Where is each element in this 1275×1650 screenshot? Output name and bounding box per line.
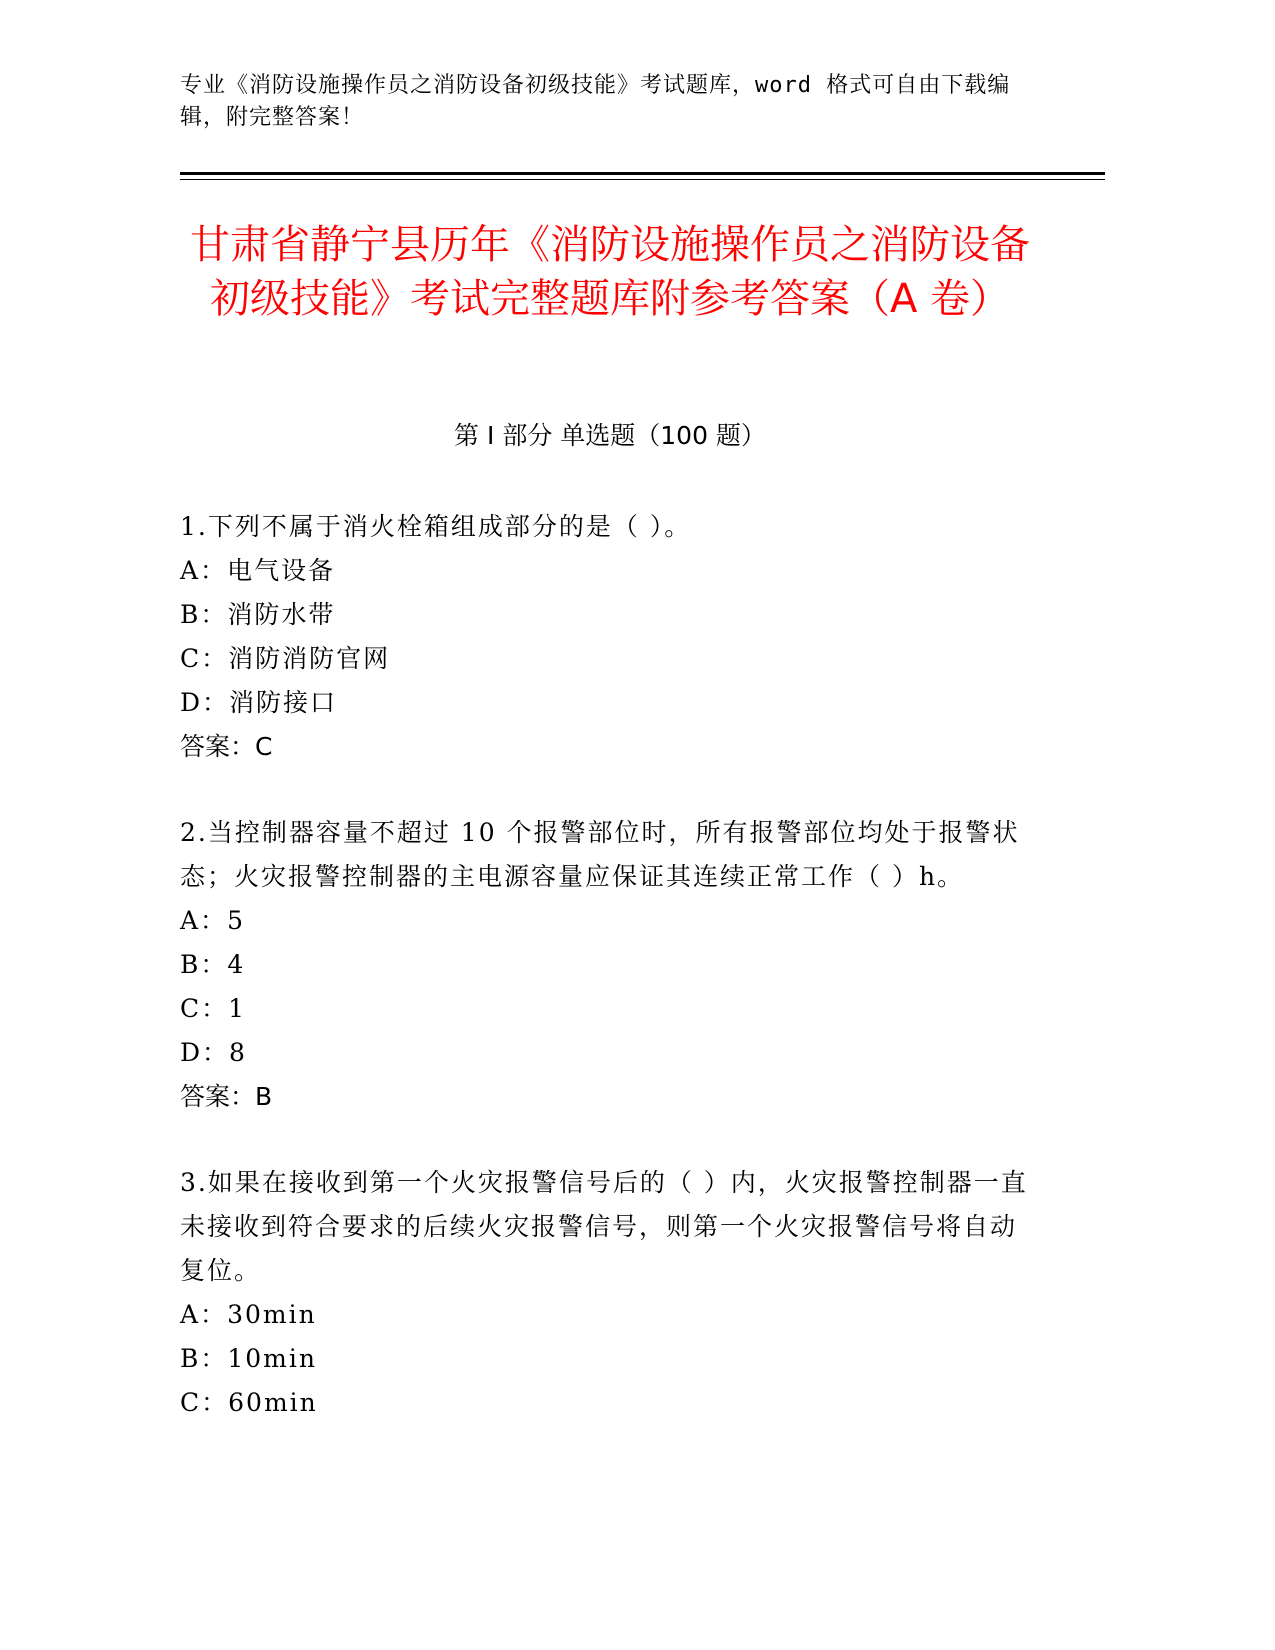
page-header-note: 专业《消防设施操作员之消防设备初级技能》考试题库，word 格式可自由下载编辑，附完整答案！ — [180, 73, 1011, 130]
option-key: B： — [180, 600, 228, 629]
header-rule-thin — [180, 179, 1105, 180]
option-value: 消防消防官网 — [228, 644, 391, 673]
option-value: 1 — [228, 994, 247, 1023]
option-value: 电气设备 — [227, 556, 336, 585]
option-key: D： — [180, 688, 230, 717]
option-b — [180, 1337, 1040, 1381]
option-value: 5 — [227, 906, 245, 935]
header-rule-thick — [180, 172, 1105, 175]
option-key: B： — [180, 1344, 228, 1373]
option-key: B： — [180, 950, 228, 979]
option-value: 4 — [227, 950, 246, 979]
option-key: A： — [180, 1300, 228, 1329]
option-a — [180, 1293, 1040, 1337]
option-value: 8 — [229, 1038, 247, 1067]
option-value: 消防接口 — [229, 688, 338, 717]
option-c — [180, 637, 1040, 681]
question-text: 3.如果在接收到第一个火灾报警信号后的（ ）内，火灾报警控制器一直未接收到符合要求的后续火灾报警信号，则第一个火灾报警信号将自动复位。 — [180, 1168, 1028, 1285]
answer-line: 答案：C — [180, 732, 273, 761]
option-value: 30min — [227, 1300, 317, 1329]
option-key: C： — [180, 994, 229, 1023]
option-key: A： — [180, 906, 228, 935]
option-a — [180, 549, 1040, 593]
option-key: A： — [180, 556, 228, 585]
option-key: C： — [180, 644, 229, 673]
option-b — [180, 593, 1040, 637]
question-text: 1.下列不属于消火栓箱组成部分的是（ ）。 — [180, 512, 692, 541]
section-title: 第 I 部分 单选题（100 题） — [454, 421, 766, 450]
option-d — [180, 1031, 1040, 1075]
option-value: 消防水带 — [227, 600, 336, 629]
option-a — [180, 899, 1040, 943]
option-b — [180, 943, 1040, 987]
option-c — [180, 987, 1040, 1031]
option-key: C： — [180, 1388, 229, 1417]
question-1 — [180, 505, 1040, 769]
option-value: 10min — [227, 1344, 317, 1373]
answer-line: 答案：B — [180, 1082, 273, 1111]
document-title: 甘肃省静宁县历年《消防设施操作员之消防设备初级技能》考试完整题库附参考答案（A 卷） — [190, 222, 1030, 322]
question-text: 2.当控制器容量不超过 10 个报警部位时，所有报警部位均处于报警状态；火灾报警控制器的主电源容量应保证其连续正常工作（ ）h。 — [180, 818, 1020, 891]
option-d — [180, 681, 1040, 725]
question-3 — [180, 1161, 1040, 1425]
question-2 — [180, 811, 1040, 1119]
option-value: 60min — [228, 1388, 318, 1417]
question-list — [180, 505, 1040, 1467]
option-key: D： — [180, 1038, 230, 1067]
option-c — [180, 1381, 1040, 1425]
